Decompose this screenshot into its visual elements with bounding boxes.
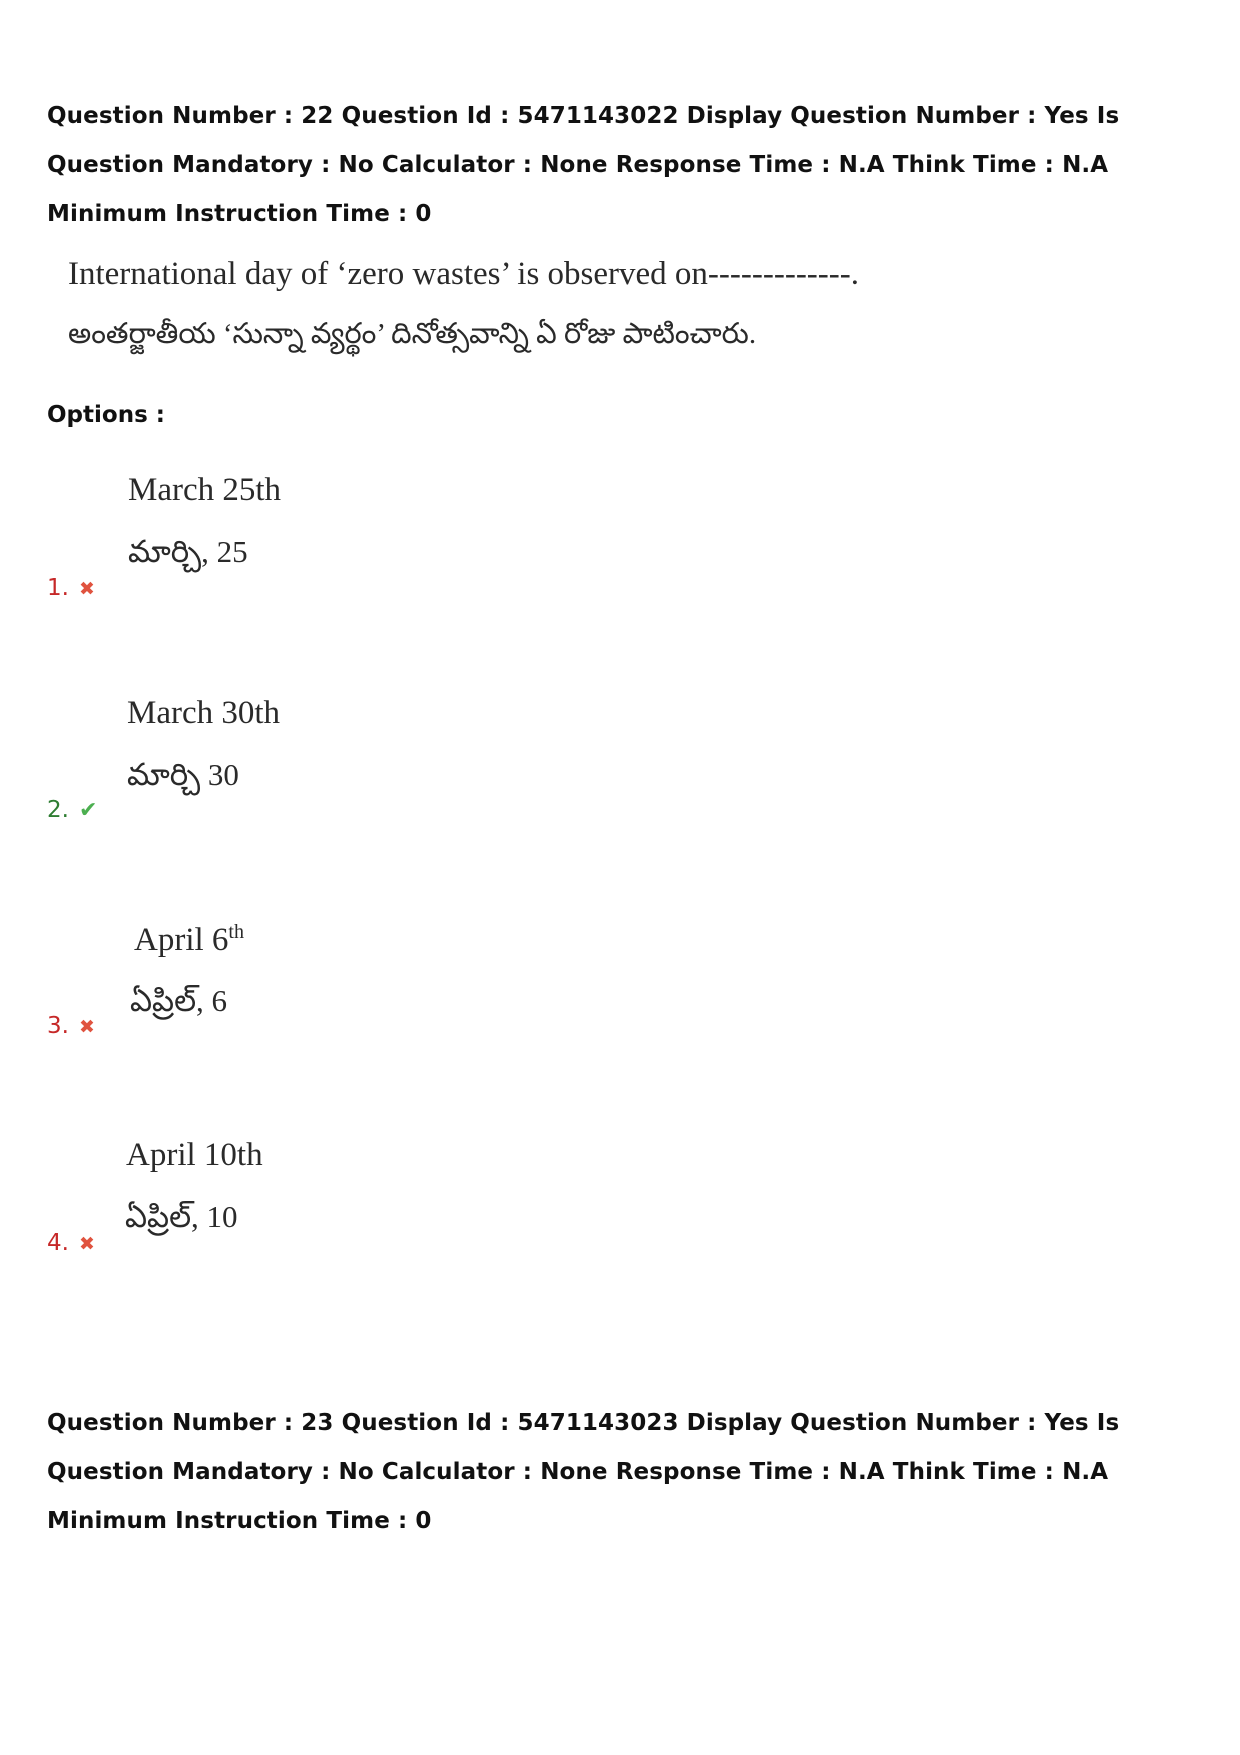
option-4-number: 4. [47,1230,69,1256]
option-2-marker [47,797,97,823]
option-3-telugu: ఏప్రిల్, 6 [130,983,228,1018]
option-3-english-main: April 6 [134,922,229,958]
question-22-text-english: International day of ‘zero wastes’ is observed on-------------. [68,256,860,292]
question-22-metadata: Question Number : 22 Question Id : 5471143022 Display Question Number : Yes Is Question Mandatory : No Calculator : None Response Time : N.A Think Time : N.A Minimum Instruction Time : 0 [47,103,1120,227]
check-icon: ✔ [78,798,98,823]
option-1-telugu: మార్చి, 25 [128,534,248,569]
option-3-number: 3. [47,1013,69,1039]
cross-icon: ✖ [78,1016,95,1038]
option-3-marker [47,1013,95,1039]
option-4-telugu: ఏప్రిల్, 10 [125,1199,238,1234]
cross-icon: ✖ [78,578,95,600]
cross-icon: ✖ [78,1233,95,1255]
question-23-metadata: Question Number : 23 Question Id : 5471143023 Display Question Number : Yes Is Question Mandatory : No Calculator : None Response Time : N.A Think Time : N.A Minimum Instruction Time : 0 [47,1410,1120,1534]
question-22-text-telugu: అంతర్జాతీయ ‘సున్నా వ్యర్థం’ దినోత్సవాన్ని ఏ రోజు పాటించారు. [68,318,757,350]
option-2-number: 2. [47,797,69,823]
options-label: Options : [47,402,165,428]
option-4-english: April 10th [126,1137,263,1173]
option-3-english-sup: th [228,921,244,943]
option-1-marker [47,575,95,601]
option-2-english: March 30th [127,695,281,731]
option-1-number: 1. [47,575,69,601]
option-2-telugu: మార్చి 30 [127,757,239,792]
option-3-english [134,921,244,959]
option-4-marker [47,1230,95,1256]
option-1-english: March 25th [128,472,282,508]
